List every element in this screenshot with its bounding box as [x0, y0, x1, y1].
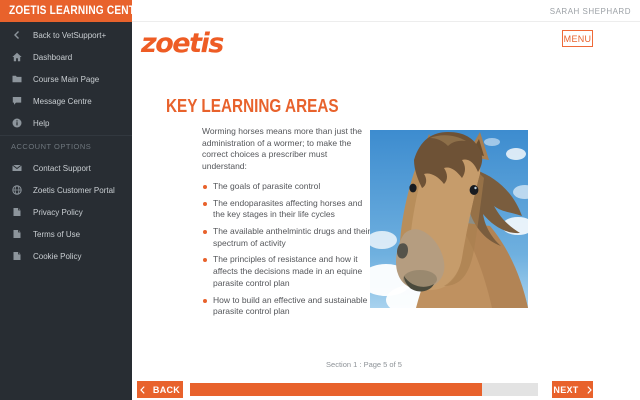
sidebar-item-zoetis-customer-portal[interactable]: [0, 179, 132, 201]
zoetis-logo: zoetis: [141, 28, 223, 59]
sidebar-item-message-centre[interactable]: [0, 90, 132, 112]
sidebar-item-back-to-vetsupport[interactable]: [0, 24, 132, 46]
menu-button[interactable]: MENU: [562, 30, 593, 47]
list-item: The goals of parasite control: [202, 181, 374, 193]
sidebar-title: [0, 0, 150, 22]
page-status: Section 1 : Page 5 of 5: [326, 360, 402, 369]
next-button[interactable]: [552, 381, 593, 398]
list-item: The endoparasites affecting horses and the key stages in their life cycles: [202, 198, 374, 221]
sidebar-title-label: ZOETIS LEARNING CENTRE: [9, 5, 150, 17]
chevron-right-icon: [587, 386, 592, 394]
chevron-left-icon: [11, 30, 22, 41]
page-title: KEY LEARNING AREAS: [166, 96, 339, 116]
sidebar-item-dashboard[interactable]: [0, 46, 132, 68]
sidebar-item-terms-of-use[interactable]: [0, 223, 132, 245]
user-name: SARAH SHEPHARD: [549, 6, 631, 16]
sidebar-section-account-options: ACCOUNT OPTIONS: [0, 135, 132, 157]
envelope-icon: [11, 163, 22, 174]
home-icon: [11, 52, 22, 63]
sidebar-item-label: Course Main Page: [33, 74, 100, 84]
list-item: The available anthelmintic drugs and their spectrum of activity: [202, 226, 374, 249]
progress-fill: [190, 383, 482, 396]
lesson-intro: Worming horses means more than just the administration of a wormer; to make the correct choices a prescriber must understand:: [202, 126, 362, 172]
list-item: How to build an effective and sustainable parasite control plan: [202, 295, 374, 318]
sidebar-item-privacy-policy[interactable]: [0, 201, 132, 223]
horse-photo: [370, 130, 528, 308]
sidebar-item-course-main-page[interactable]: [0, 68, 132, 90]
next-button-label: NEXT: [553, 384, 579, 395]
chevron-left-icon: [140, 386, 145, 394]
course-player: [132, 22, 640, 400]
progress-bar: [190, 383, 538, 396]
sidebar-item-help[interactable]: [0, 112, 132, 134]
sidebar-item-label: Message Centre: [33, 96, 92, 106]
sidebar-item-label: Back to VetSupport+: [33, 30, 107, 40]
back-button-label: BACK: [152, 384, 181, 395]
sidebar-item-label: Cookie Policy: [33, 251, 82, 261]
sidebar-item-contact-support[interactable]: [0, 157, 132, 179]
globe-icon: [11, 185, 22, 196]
top-bar: [0, 0, 640, 22]
sidebar-item-cookie-policy[interactable]: [0, 245, 132, 267]
sidebar-item-label: Contact Support: [33, 163, 91, 173]
folder-icon: [11, 74, 22, 85]
lesson-text: [202, 126, 374, 323]
info-icon: [11, 118, 22, 129]
sidebar-item-label: Help: [33, 118, 50, 128]
comment-icon: [11, 96, 22, 107]
list-item: The principles of resistance and how it affects the decisions made in an equine parasite control plan: [202, 254, 374, 289]
sidebar-item-label: Privacy Policy: [33, 207, 83, 217]
sidebar-item-label: Terms of Use: [33, 229, 81, 239]
back-button[interactable]: [137, 381, 183, 398]
sidebar-item-label: Dashboard: [33, 52, 73, 62]
document-icon: [11, 229, 22, 240]
document-icon: [11, 207, 22, 218]
document-icon: [11, 251, 22, 262]
learning-points-list: [202, 181, 374, 318]
sidebar-item-label: Zoetis Customer Portal: [33, 185, 115, 195]
sidebar-nav: [0, 22, 132, 400]
